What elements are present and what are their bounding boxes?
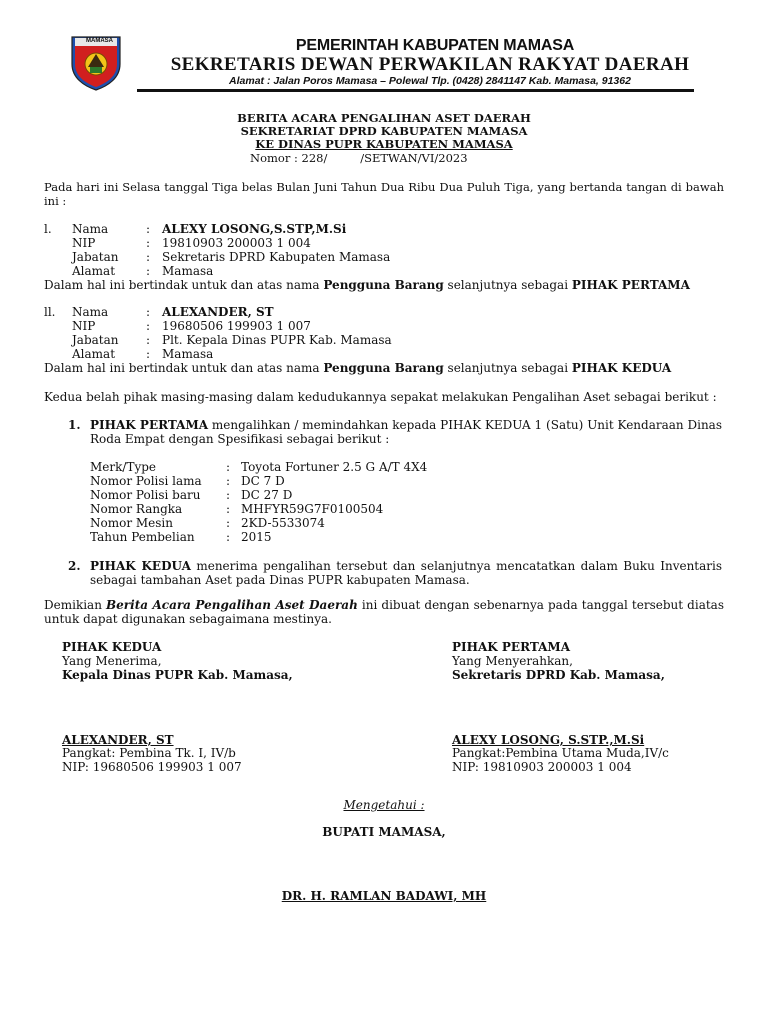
closing-text: Demikian — [44, 598, 107, 612]
colon: : — [226, 460, 231, 474]
party1-address: Mamasa — [162, 264, 214, 278]
item2-text: menerima pengalihan tersebut dan selanjutnya mencatatkan dalam Buku Inventaris sebagai tambahan Aset pada Dinas PUPR kabupaten Mamasa. — [90, 559, 723, 587]
acknowledge-name: DR. H. RAMLAN BADAWI, MH — [281, 889, 487, 903]
item1-number: 1. — [68, 418, 81, 432]
party2-label-alamat: Alamat — [72, 347, 116, 361]
letterhead-rule — [137, 89, 694, 92]
party1-label-alamat: Alamat — [72, 264, 116, 278]
colon: : — [146, 319, 151, 333]
party1-position: Sekretaris DPRD Kabupaten Mamasa — [162, 250, 391, 264]
party2-name: ALEXANDER, ST — [162, 305, 274, 319]
role-text: selanjutnya sebagai — [443, 278, 572, 292]
colon: : — [226, 474, 231, 488]
closing-text: ini dibuat dengan sebenarnya pada tanggal tersebut diatas untuk dapat digunakan sebagaimana mestinya. — [44, 598, 724, 626]
spec-label: Merk/Type — [90, 460, 157, 474]
spec-value: DC 27 D — [241, 488, 293, 502]
sign-right-nip: NIP: 19810903 200003 1 004 — [452, 760, 632, 774]
letterhead-address: Alamat : Jalan Poros Mamasa – Polewal Tlp. (0428) 2841147 Kab. Mamasa, 91362 — [229, 75, 631, 87]
role-text: Dalam hal ini bertindak untuk dan atas nama — [44, 361, 324, 375]
party1-block — [0, 222, 768, 302]
party2-nip: 19680506 199903 1 007 — [162, 319, 311, 333]
closing-paragraph — [44, 598, 724, 626]
colon: : — [146, 236, 151, 250]
colon: : — [146, 264, 151, 278]
acknowledge-title: BUPATI MAMASA, — [322, 825, 446, 839]
sign-right-rank: Pangkat:Pembina Utama Muda,IV/c — [452, 746, 669, 760]
item1-text: mengalihkan / memindahkan kepada PIHAK KEDUA 1 (Satu) Unit Kendaraan Dinas Roda Empat dengan Spesifikasi sebagai berikut : — [90, 418, 722, 446]
sign-right-name: ALEXY LOSONG, S.STP.,M.Si — [452, 733, 645, 747]
spec-label: Nomor Polisi baru — [90, 488, 201, 502]
party1-role-statement — [44, 278, 690, 292]
colon: : — [226, 516, 231, 530]
item2-lead: PIHAK KEDUA — [90, 559, 191, 573]
colon: : — [226, 530, 231, 544]
item2-number: 2. — [68, 559, 81, 573]
sign-left-rank: Pangkat: Pembina Tk. I, IV/b — [62, 746, 236, 760]
sign-left-sub: Yang Menerima, — [62, 654, 162, 668]
sign-left-name: ALEXANDER, ST — [62, 733, 174, 747]
colon: : — [226, 488, 231, 502]
party2-label-jabatan: Jabatan — [72, 333, 119, 347]
spec-label: Nomor Polisi lama — [90, 474, 202, 488]
party1-label-nama: Nama — [72, 222, 109, 236]
spec-label: Nomor Rangka — [90, 502, 183, 516]
colon: : — [146, 222, 151, 236]
party1-nip: 19810903 200003 1 004 — [162, 236, 311, 250]
closing-doc-name: Berita Acara Pengalihan Aset Daerah — [106, 598, 358, 612]
logo-text: MAMASA — [86, 38, 113, 44]
acknowledge-label: Mengetahui : — [343, 798, 425, 812]
doc-subtitle: SEKRETARIAT DPRD KABUPATEN MAMASA — [240, 124, 528, 138]
doc-title: BERITA ACARA PENGALIHAN ASET DAERAH — [237, 111, 531, 125]
spec-value: DC 7 D — [241, 474, 285, 488]
spec-value: 2KD-5533074 — [241, 516, 325, 530]
sign-right-role: PIHAK PERTAMA — [452, 640, 571, 654]
colon: : — [226, 502, 231, 516]
colon: : — [146, 250, 151, 264]
role-text: selanjutnya sebagai — [443, 361, 572, 375]
party2-label-nip: NIP — [72, 319, 96, 333]
intro-paragraph: Pada hari ini Selasa tanggal Tiga belas Bulan Juni Tahun Dua Ribu Dua Puluh Tiga, yang bertanda tangan di bawah ini : — [44, 180, 724, 208]
party2-role-statement — [44, 361, 671, 375]
signature-right — [452, 640, 752, 780]
party2-address: Mamasa — [162, 347, 214, 361]
role-type: Pengguna Barang — [323, 278, 444, 292]
spec-label: Tahun Pembelian — [90, 530, 195, 544]
vehicle-spec-list — [0, 460, 768, 546]
colon: : — [146, 347, 151, 361]
regency-logo — [66, 34, 126, 92]
sign-right-sub: Yang Menyerahkan, — [452, 654, 573, 668]
sign-left-position: Kepala Dinas PUPR Kab. Mamasa, — [62, 668, 293, 682]
sign-left-role: PIHAK KEDUA — [62, 640, 162, 654]
item1-lead: PIHAK PERTAMA — [90, 418, 209, 432]
party1-label-jabatan: Jabatan — [72, 250, 119, 264]
party1-role: PIHAK PERTAMA — [571, 278, 690, 292]
doc-subtitle-2: KE DINAS PUPR KABUPATEN MAMASA — [255, 137, 513, 151]
doc-number: Nomor : 228/ /SETWAN/VI/2023 — [250, 151, 468, 165]
colon: : — [146, 305, 151, 319]
role-type: Pengguna Barang — [323, 361, 444, 375]
spec-label: Nomor Mesin — [90, 516, 173, 530]
spec-value: Toyota Fortuner 2.5 G A/T 4X4 — [241, 460, 428, 474]
party2-block — [0, 305, 768, 385]
letterhead-line2: SEKRETARIS DEWAN PERWAKILAN RAKYAT DAERAH — [170, 54, 690, 75]
sign-left-nip: NIP: 19680506 199903 1 007 — [62, 760, 242, 774]
spec-value: 2015 — [241, 530, 272, 544]
party2-role: PIHAK KEDUA — [571, 361, 672, 375]
party2-number: ll. — [44, 305, 56, 319]
spec-value: MHFYR59G7F0100504 — [241, 502, 384, 516]
item2-paragraph — [90, 559, 722, 587]
letterhead-line1: PEMERINTAH KABUPATEN MAMASA — [295, 37, 575, 54]
party1-label-nip: NIP — [72, 236, 96, 250]
role-text: Dalam hal ini bertindak untuk dan atas nama — [44, 278, 324, 292]
agreement-paragraph: Kedua belah pihak masing-masing dalam kedudukannya sepakat melakukan Pengalihan Aset sebagai berikut : — [44, 390, 717, 404]
party2-label-nama: Nama — [72, 305, 109, 319]
party2-position: Plt. Kepala Dinas PUPR Kab. Mamasa — [162, 333, 392, 347]
item1-paragraph — [90, 418, 722, 446]
party1-number: l. — [44, 222, 52, 236]
colon: : — [146, 333, 151, 347]
sign-right-position: Sekretaris DPRD Kab. Mamasa, — [452, 668, 665, 682]
signature-left — [62, 640, 392, 780]
party1-name: ALEXY LOSONG,S.STP,M.Si — [162, 222, 347, 236]
